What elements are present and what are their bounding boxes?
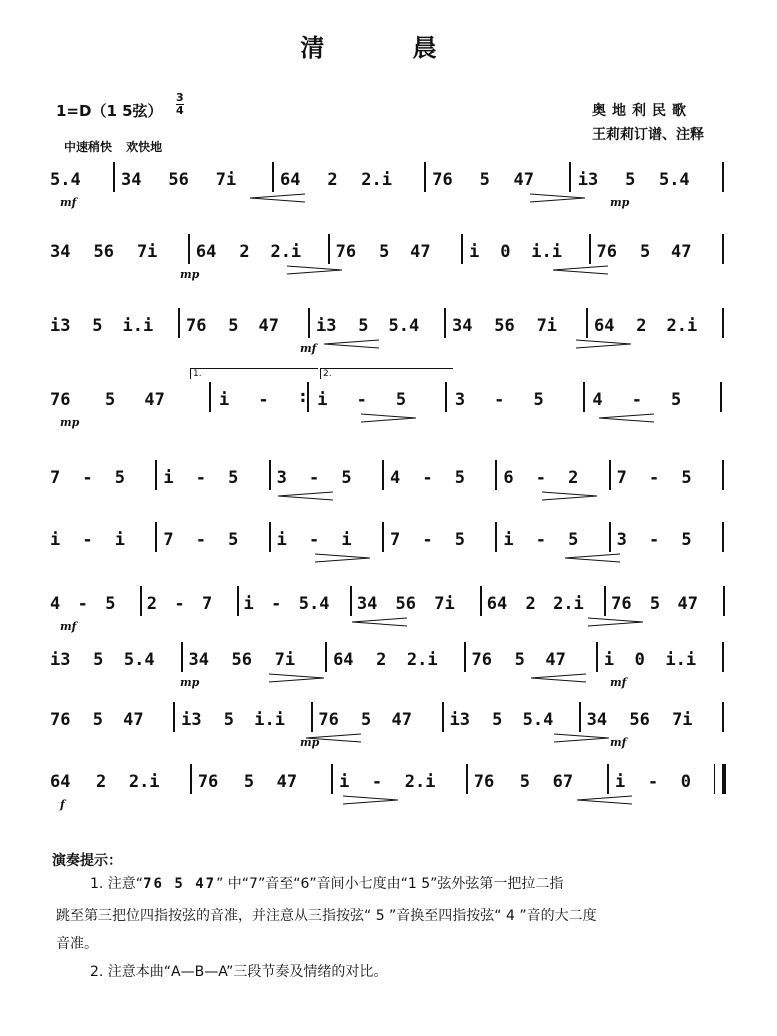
note-group: 5	[649, 594, 661, 614]
volta-bracket-1: 1.	[190, 368, 318, 379]
tip-1-mid: ” 中“7”音至“6”音间小七度由“1 5”弦外弦第一把拉二指	[216, 876, 564, 892]
score-line-5	[50, 458, 740, 498]
time-signature	[176, 92, 184, 117]
note-group: 2	[239, 242, 250, 262]
note-group: 34	[451, 316, 473, 336]
barline	[464, 642, 466, 672]
note-group: 47	[671, 242, 692, 262]
note-group: 0	[680, 772, 691, 792]
barline	[569, 162, 571, 192]
barline	[190, 764, 192, 794]
arranger-credit: 王莉莉订谱、注释	[592, 127, 704, 143]
note-group: 5	[395, 390, 407, 410]
song-origin: 奥地利民歌	[592, 103, 692, 119]
sustain-dash: -	[649, 530, 660, 550]
note-group: i3	[577, 170, 599, 190]
hairpin	[361, 414, 416, 422]
barline	[140, 586, 142, 616]
dynamic-marking: mp	[180, 268, 200, 281]
sustain-dash: -	[494, 390, 505, 410]
note-group: 2.i	[270, 242, 302, 262]
barline	[723, 586, 725, 616]
note-group: 76	[611, 594, 632, 614]
note-group: 34	[188, 650, 209, 670]
barline	[331, 764, 333, 794]
note-group: 5	[514, 650, 525, 670]
hairpin-markings	[50, 552, 740, 564]
note-group: i	[243, 594, 254, 614]
hairpin	[553, 266, 608, 274]
sustain-dash: -	[258, 390, 269, 410]
note-group: 5	[105, 390, 116, 410]
note-group: 34	[356, 594, 378, 614]
note-group: 47	[513, 170, 534, 190]
note-group: 5.4	[50, 170, 81, 190]
barline	[181, 642, 183, 672]
barline	[113, 162, 115, 192]
note-group: 6	[503, 468, 514, 488]
sustain-dash: -	[195, 530, 206, 550]
note-group: 5	[568, 530, 579, 550]
note-group: 2	[95, 772, 107, 792]
sustain-dash: -	[535, 468, 546, 488]
note-group: i.i	[122, 316, 154, 336]
note-group: 34	[586, 710, 608, 730]
barline	[466, 764, 468, 794]
hairpin	[531, 674, 586, 682]
dynamic-marking: mp	[610, 196, 630, 209]
barline	[579, 702, 581, 732]
note-group: 7	[202, 594, 213, 614]
note-group: 64	[333, 650, 354, 670]
note-group: 64	[195, 242, 217, 262]
note-group: 7	[163, 530, 174, 550]
score-line-4	[50, 369, 740, 429]
note-group: 2	[568, 468, 579, 488]
sustain-dash: -	[356, 390, 367, 410]
note-group: 2	[636, 316, 647, 336]
note-group: 5	[454, 530, 465, 550]
note-group: i	[276, 530, 287, 550]
hairpin	[324, 340, 379, 348]
note-group: i	[114, 530, 125, 550]
note-group: 5	[361, 710, 372, 730]
volta-bracket-2: 2.	[320, 368, 453, 379]
barline	[155, 522, 157, 552]
note-group: 76	[432, 170, 453, 190]
note-group: 0	[634, 650, 645, 670]
note-group: i.i	[254, 710, 286, 730]
barline	[722, 642, 724, 672]
note-group: 7i	[136, 242, 158, 262]
dynamic-marking: f	[60, 798, 65, 811]
note-group: i	[469, 242, 480, 262]
note-group: i	[615, 772, 626, 792]
hairpin-markings	[50, 264, 740, 276]
barline	[495, 522, 497, 552]
note-group: 76	[318, 710, 339, 730]
note-group: 7	[616, 468, 627, 488]
note-group: 76	[335, 242, 357, 262]
note-group: 5	[639, 242, 651, 262]
sustain-dash: -	[195, 468, 206, 488]
note-group: 56	[494, 316, 515, 336]
dynamic-marking: mf	[610, 736, 627, 749]
note-group: i	[603, 650, 615, 670]
barline	[589, 234, 591, 264]
note-group: 2.i	[361, 170, 392, 190]
barline	[609, 460, 611, 490]
sustain-dash: -	[82, 530, 93, 550]
barline	[722, 460, 724, 490]
note-group: 2	[146, 594, 157, 614]
barline	[382, 522, 384, 552]
dynamic-marking: mf	[60, 196, 77, 209]
note-group: i3	[50, 316, 71, 336]
note-group: 76	[473, 772, 495, 792]
dynamic-marking: mp	[180, 676, 200, 689]
note-group: 76	[50, 390, 71, 410]
note-group: i	[163, 468, 174, 488]
barline	[722, 522, 724, 552]
hairpin	[599, 414, 654, 422]
note-group: i	[317, 390, 328, 410]
hairpin	[269, 674, 324, 682]
note-group: 5	[223, 710, 235, 730]
barline	[604, 586, 606, 616]
sustain-dash: -	[309, 530, 320, 550]
note-group: 5	[92, 710, 103, 730]
tip-2: 2. 注意本曲“A—B—A”三段节奏及情绪的对比。	[90, 964, 388, 980]
dynamic-marking: mp	[300, 736, 320, 749]
note-group: 47	[677, 594, 698, 614]
note-group: 2.i	[553, 594, 584, 614]
note-group: 5	[379, 242, 390, 262]
hairpin	[287, 266, 342, 274]
score-line-3	[50, 306, 740, 355]
note-group: 76	[50, 710, 71, 730]
note-group: 7i	[274, 650, 296, 670]
note-group: 7i	[434, 594, 455, 614]
note-group: 5	[228, 316, 239, 336]
sustain-dash: -	[309, 468, 320, 488]
hairpin	[352, 618, 407, 626]
barline	[722, 162, 724, 192]
note-group: 56	[629, 710, 650, 730]
barline	[173, 702, 175, 732]
note-group: 7i	[536, 316, 558, 336]
note-group: 34	[50, 242, 71, 262]
hairpin	[250, 194, 305, 202]
barline	[609, 522, 611, 552]
note-group: 2	[376, 650, 387, 670]
note-group: 5.4	[388, 316, 420, 336]
sustain-dash: -	[174, 594, 185, 614]
note-group: 5	[519, 772, 530, 792]
note-group: 5	[341, 468, 352, 488]
score-line-1	[50, 160, 740, 209]
score-line-10	[50, 762, 740, 811]
barline	[461, 234, 463, 264]
barline	[722, 702, 724, 732]
barline	[178, 308, 180, 338]
note-group: 64	[280, 170, 301, 190]
score-line-7	[50, 584, 740, 633]
score-line-9	[50, 700, 740, 749]
barline	[269, 522, 271, 552]
note-group: 2.i	[128, 772, 160, 792]
sustain-dash: -	[371, 772, 383, 792]
barline	[424, 162, 426, 192]
barline	[209, 382, 211, 412]
barline	[382, 460, 384, 490]
note-group: 47	[391, 710, 412, 730]
note-group: 47	[144, 390, 165, 410]
tip-1-line-1	[90, 870, 563, 898]
note-group: 4	[390, 468, 401, 488]
note-group: 2	[525, 594, 536, 614]
hairpin	[306, 734, 361, 742]
sustain-dash: -	[631, 390, 642, 410]
note-group: 47	[545, 650, 566, 670]
sustain-dash: -	[82, 468, 93, 488]
hairpin-markings	[50, 732, 740, 744]
note-group: 5.4	[298, 594, 330, 614]
hairpin-markings	[50, 192, 740, 204]
sustain-dash: -	[535, 530, 546, 550]
hairpin	[576, 340, 631, 348]
note-group: 4	[592, 390, 603, 410]
note-group: 56	[93, 242, 114, 262]
barline	[442, 702, 444, 732]
note-group: i	[503, 530, 514, 550]
note-group: 47	[123, 710, 144, 730]
note-group: i.i	[665, 650, 697, 670]
note-group: 5	[93, 650, 104, 670]
note-group: 5	[114, 468, 125, 488]
barline	[237, 586, 239, 616]
note-group: 3	[616, 530, 627, 550]
dynamic-marking: mf	[610, 676, 627, 689]
hairpin	[588, 618, 643, 626]
note-group: 56	[231, 650, 253, 670]
barline	[325, 642, 327, 672]
tip-1-line-3: 音准。	[56, 936, 98, 952]
dynamic-marking: mf	[60, 620, 77, 633]
tip-1-prefix: 1. 注意“	[90, 876, 144, 892]
sustain-dash: -	[77, 594, 88, 614]
barline	[583, 382, 585, 412]
hairpin	[554, 734, 609, 742]
note-group: 47	[410, 242, 431, 262]
hairpin	[278, 492, 333, 500]
note-group: 5	[533, 390, 544, 410]
note-group: 4	[50, 594, 61, 614]
time-signature-denominator: 4	[176, 104, 184, 117]
hairpin	[343, 796, 398, 804]
time-signature-numerator: 3	[176, 91, 184, 104]
note-group: 3	[454, 390, 466, 410]
score-line-2	[50, 232, 740, 281]
tip-1-notes: 76 5 47	[143, 876, 217, 892]
barline	[722, 234, 724, 264]
hairpin-markings	[50, 672, 740, 684]
note-group: i3	[181, 710, 202, 730]
sustain-dash: -	[422, 468, 433, 488]
note-group: 5	[92, 316, 103, 336]
barline	[155, 460, 157, 490]
note-group: 7i	[672, 710, 693, 730]
barline	[722, 308, 724, 338]
barline	[328, 234, 330, 264]
note-group: 5.4	[522, 710, 554, 730]
note-group: 76	[596, 242, 617, 262]
note-group: 5.4	[658, 170, 690, 190]
note-group: 5	[243, 772, 255, 792]
note-group: 5	[358, 316, 369, 336]
barline	[311, 702, 313, 732]
note-group: 0	[500, 242, 511, 262]
barline	[607, 764, 609, 794]
dynamic-marking: mp	[60, 416, 80, 429]
barline	[350, 586, 352, 616]
note-group: 76	[197, 772, 219, 792]
note-group: 5.4	[123, 650, 155, 670]
note-group: 5	[625, 170, 636, 190]
note-group: 2	[327, 170, 338, 190]
note-group: 64	[50, 772, 71, 792]
note-group: 5	[681, 468, 692, 488]
score-line-8	[50, 640, 740, 689]
note-group: 5	[228, 530, 239, 550]
note-group: i	[219, 390, 230, 410]
hairpin	[565, 554, 620, 562]
hairpin	[315, 554, 370, 562]
hairpin-markings	[50, 490, 740, 502]
score-line-6	[50, 520, 740, 560]
hairpin-markings	[50, 794, 740, 806]
note-group: 5	[479, 170, 490, 190]
note-group: 5	[228, 468, 239, 488]
note-group: i	[50, 530, 61, 550]
barline	[308, 308, 310, 338]
hairpin	[530, 194, 585, 202]
barline	[444, 308, 446, 338]
tempo-marking: 中速稍快 欢快地	[64, 140, 163, 154]
hairpin	[577, 796, 632, 804]
sustain-dash: -	[271, 594, 282, 614]
hairpin-markings	[50, 338, 740, 350]
final-barline	[722, 764, 726, 794]
note-group: 67	[552, 772, 574, 792]
note-group: 5	[454, 468, 465, 488]
barline	[596, 642, 598, 672]
note-group: 2.i	[666, 316, 698, 336]
note-group: 3	[276, 468, 287, 488]
note-group: 2.i	[404, 772, 436, 792]
barline	[480, 586, 482, 616]
note-group: 5	[681, 530, 692, 550]
note-group: 56	[395, 594, 416, 614]
note-group: i	[339, 772, 350, 792]
note-group: 76	[471, 650, 493, 670]
barline	[272, 162, 274, 192]
hairpin-markings	[50, 616, 740, 628]
note-group: 47	[276, 772, 298, 792]
barline	[188, 234, 190, 264]
sustain-dash: -	[422, 530, 433, 550]
hairpin	[542, 492, 597, 500]
note-group: i.i	[531, 242, 562, 262]
note-group: i	[341, 530, 352, 550]
tip-1-line-2: 跳至第三把位四指按弦的音准，并注意从三指按弦“ 5 ”音换至四指按弦“ 4 ”音的大二度	[56, 908, 597, 924]
barline	[495, 460, 497, 490]
note-group: 7	[50, 468, 61, 488]
note-group: i3	[315, 316, 337, 336]
page-title: 清 晨	[300, 34, 477, 62]
note-group: 2.i	[406, 650, 438, 670]
note-group: 7	[390, 530, 401, 550]
barline	[586, 308, 588, 338]
barline	[445, 382, 447, 412]
note-group: 64	[594, 316, 615, 336]
barline	[269, 460, 271, 490]
key-signature: 1=D（1 5弦）	[56, 102, 163, 120]
note-group: 76	[186, 316, 207, 336]
note-group: 7i	[215, 170, 237, 190]
note-group: 47	[258, 316, 280, 336]
repeat-barline	[307, 382, 309, 412]
note-group: 5	[671, 390, 682, 410]
sustain-dash: -	[647, 772, 659, 792]
note-group: 5	[492, 710, 503, 730]
hairpin-markings	[50, 412, 740, 424]
sustain-dash: -	[649, 468, 660, 488]
dynamic-marking: mf	[300, 342, 317, 355]
note-group: i3	[50, 650, 71, 670]
note-group: 34	[121, 170, 142, 190]
tips-heading: 演奏提示：	[52, 853, 122, 869]
note-group: 64	[486, 594, 508, 614]
note-group: 5	[105, 594, 116, 614]
note-group: i3	[449, 710, 470, 730]
note-group: 56	[168, 170, 189, 190]
barline	[720, 382, 722, 412]
